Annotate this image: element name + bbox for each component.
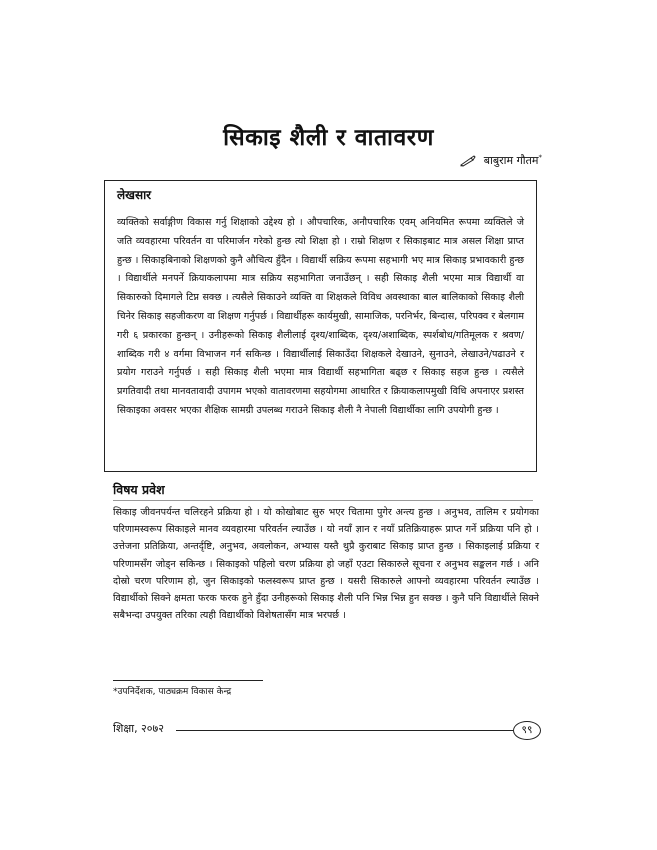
author-byline [460,153,542,168]
abstract-text: व्यक्तिको सर्वाङ्गीण विकास गर्नु शिक्षाको उद्देश्य हो । औपचारिक, अनौपचारिक एवम् अनियमित रूपमा व्यक्तिले जे जति व्यवहारमा परिवर्तन वा परिमार्जन गरेको हुन्छ त्यो शिक्षा हो । राम्रो शिक्षण र सिकाइबाट मात्र असल शिक्षा प्राप्त हुन्छ । सिकाइबिनाको शिक्षणको कुनै औचित्य हुँदैन । विद्यार्थी सक्रिय रूपमा सहभागी भए मात्र सिकाइ प्रभावकारी हुन्छ । विद्यार्थीले मनपर्ने क्रियाकलापमा मात्र सक्रिय सहभागिता जनाउँछन् । सही सिकाइ शैली भएमा मात्र विद्यार्थी वा सिकारुको दिमागले टिप्न सक्छ । त्यसैले सिकाउने व्यक्ति वा शिक्षकले विविध अवस्थाका बाल बालिकाको सिकाइ शैली चिनेर सिकाइ सहजीकरण वा शिक्षण गर्नुपर्छ । विद्यार्थीहरू कार्यमुखी, सामाजिक, परनिर्भर, बिन्दास, परिपक्व र बेलगाम गरी ६ प्रकारका हुन्छन् । उनीहरूको सिकाइ शैलीलाई दृश्य/शाब्दिक, दृश्य/अशाब्दिक, स्पर्शबोध/गतिमूलक र श्रवण/शाब्दिक गरी ४ वर्गमा विभाजन गर्न सकिन्छ । विद्यार्थीलाई सिकाउँदा शिक्षकले देखाउने, सुनाउने, लेखाउने/पढाउने र प्रयोग गराउने गर्नुपर्छ । सही सिकाइ शैली भएमा मात्र विद्यार्थी सहभागिता बढ्छ र सिकाइ सहज हुन्छ । त्यसैले प्रगतिवादी तथा मानवतावादी उपागम भएको वातावरणमा सहयोगमा आधारित र क्रियाकलापमुखी विधि अपनाएर प्रशस्त सिकाइका अवसर भएका शैक्षिक सामग्री उपलब्ध गराउने सिकाइ शैली नै नेपाली विद्यार्थीका लागि उपयोगी हुन्छ । [117,217,524,416]
pen-icon [460,155,476,167]
author-name: बाबुराम गौतम* [483,153,542,167]
footnote-divider [113,680,263,681]
abstract-box [104,180,537,472]
footer-rule [176,730,513,731]
body-paragraph: सिकाइ जीवनपर्यन्त चलिरहने प्रक्रिया हो । यो कोखोबाट सुरु भएर चितामा पुगेर अन्त्य हुन्छ । अनुभव, तालिम र प्रयोगका परिणामस्वरूप सिकाइले मानव व्यवहारमा परिवर्तन ल्याउँछ । यो नयाँ ज्ञान र नयाँ प्रतिक्रियाहरू प्राप्त गर्ने प्रक्रिया पनि हो । उत्तेजना प्रतिक्रिया, अन्तर्दृष्टि, अनुभव, अवलोकन, अभ्यास यस्तै थुप्रै कुराबाट सिकाइ प्राप्त हुन्छ । सिकाइलाई प्रक्रिया र परिणामसँग जोड्न सकिन्छ । सिकाइको पहिलो चरण प्रक्रिया हो जहाँ एउटा सिकारुले सूचना र अनुभव सङ्कलन गर्छ । अनि दोस्रो चरण परिणाम हो, जुन सिकाइको फलस्वरूप प्राप्त हुन्छ । यसरी सिकारुले आफ्नो व्यवहारमा परिवर्तन ल्याउँछ । विद्यार्थीको सिक्ने क्षमता फरक फरक हुने हुँदा उनीहरूको सिकाइ शैली पनि भिन्न भिन्न हुन सक्छ । कुनै पनि विद्यार्थीले सिक्ने सबैभन्दा उपयुक्त तरिका त्यही विद्यार्थीको विशेषतासँग मात्र भरपर्छ । [113,507,539,622]
section-heading: विषय प्रवेश [113,482,165,497]
section-divider [113,500,533,501]
journal-name: शिक्षा, २०७२ [113,722,164,735]
footnote: *उपनिर्देशक, पाठ्यक्रम विकास केन्द्र [113,687,232,697]
abstract-heading: लेखसार [117,188,152,202]
page-number: ९९ [513,721,541,740]
article-title: सिकाइ शैली र वातावरण [223,125,434,151]
